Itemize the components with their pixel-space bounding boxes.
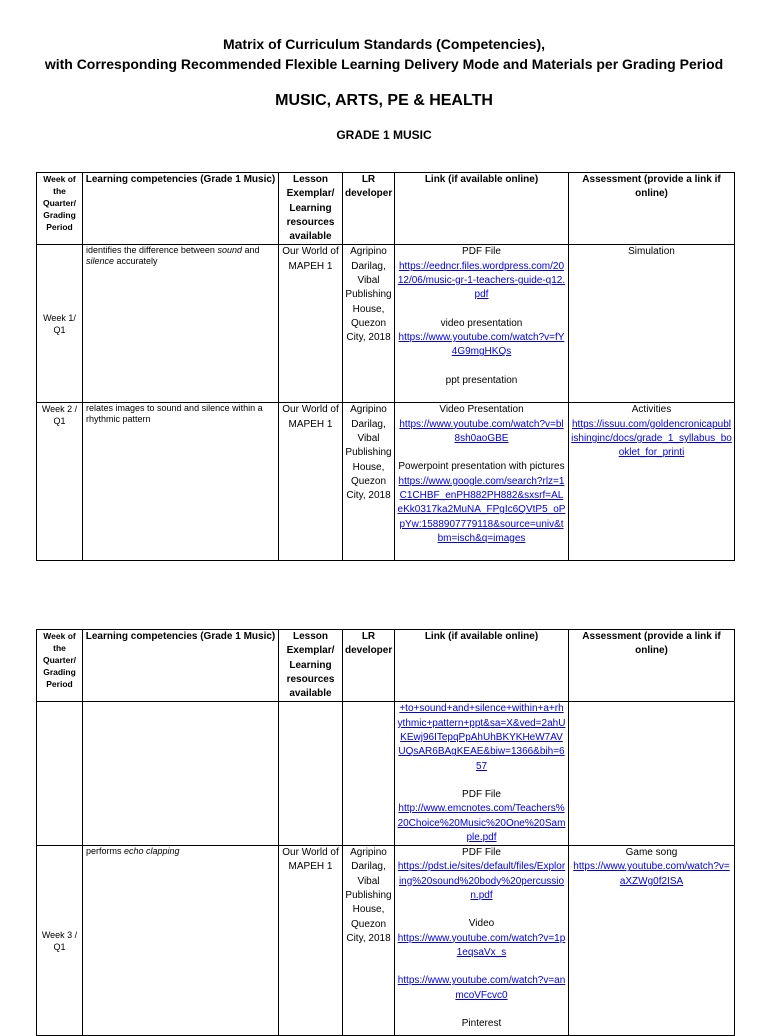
table-row [37, 846, 735, 1036]
assessment-cell: Simulation [569, 245, 735, 403]
pdf-link[interactable]: http://www.emcnotes.com/Teachers%20Choice%20Music%20One%20Sample.pdf [397, 803, 566, 843]
subject-title: MUSIC, ARTS, PE & HEALTH [275, 92, 493, 109]
assessment-cell [569, 846, 735, 1036]
link-label: ppt presentation [445, 374, 518, 386]
week-cell: Week 1/ Q1 [37, 245, 83, 403]
link-cell [395, 702, 569, 846]
link-label: Pinterest [461, 1017, 502, 1029]
doc-title-line2: with Corresponding Recommended Flexible Learning Delivery Mode and Materials per Grading Period [44, 56, 724, 72]
assessment-link[interactable]: https://www.youtube.com/watch?v=aXZWg0f2ISA [573, 861, 730, 887]
competency-cell: relates images to sound and silence within a rhythmic pattern [83, 403, 279, 561]
table-header-row [37, 173, 735, 245]
video-link[interactable]: https://www.youtube.com/watch?v=fY4G9mgHKQs [398, 331, 565, 358]
exemplar-cell: Our World of MAPEH 1 [279, 403, 343, 561]
competency-emphasis: sound [217, 245, 242, 256]
table-header-row [37, 630, 735, 702]
competency-cell [83, 846, 279, 1036]
link-label: video presentation [440, 317, 523, 329]
week-cell: Week 2 / Q1 [37, 403, 83, 561]
grade-title: GRADE 1 MUSIC [336, 128, 432, 142]
exemplar-cell [279, 702, 343, 846]
competency-emphasis: silence [86, 256, 115, 267]
competency-text: accurately [114, 256, 158, 267]
week-cell [37, 702, 83, 846]
link-label: PDF File [462, 788, 501, 800]
developer-cell: Agripino Darilag, Vibal Publishing House, Quezon City, 2018 [343, 403, 395, 561]
table-row [37, 245, 735, 403]
header-assessment: Assessment (provide a link if online) [569, 630, 735, 702]
image-search-link[interactable]: https://www.google.com/search?rlz=1C1CHBF_enPH882PH882&sxsrf=ALeKk0317ka2MuNA_FPgIc6QVtP5_oPpYw:1588907779118&source=univ&tbm=isch&q=images [397, 475, 566, 544]
assessment-cell [569, 403, 735, 561]
developer-cell [343, 702, 395, 846]
link-cell [395, 403, 569, 561]
curriculum-table-2 [36, 629, 735, 1036]
image-search-link[interactable]: +to+sound+and+silence+within+a+rhythmic+pattern+ppt&sa=X&ved=2ahUKEwj96ITepqPpAhUhBKYKHeW7AVUQsAR6BAgKEAE&biw=1366&bih=657 [397, 703, 566, 772]
developer-cell: Agripino Darilag, Vibal Publishing House, Quezon City, 2018 [343, 846, 395, 1036]
exemplar-cell: Our World of MAPEH 1 [279, 245, 343, 403]
competency-text: and [241, 245, 260, 256]
competency-cell [83, 245, 279, 403]
assessment-label: Game song [625, 847, 678, 859]
header-link: Link (if available online) [395, 630, 569, 702]
video-link[interactable]: https://www.youtube.com/watch?v=anmcoVFcvc0 [397, 975, 566, 1001]
header-lr-developer: LR developer [343, 173, 395, 245]
header-link: Link (if available online) [395, 173, 569, 245]
curriculum-table-1 [36, 172, 735, 561]
link-label: PDF File [462, 246, 501, 258]
link-label: Video Presentation [439, 404, 524, 416]
doc-title-line1: Matrix of Curriculum Standards (Competencies), [222, 36, 546, 52]
assessment-label: Activities [631, 404, 672, 416]
table-row [37, 403, 735, 561]
header-week: Week of the Quarter/ Grading Period [37, 630, 83, 702]
header-exemplar: Lesson Exemplar/ Learning resources available [279, 173, 343, 245]
pdf-link[interactable]: https://eedncr.files.wordpress.com/2012/06/music-gr-1-teachers-guide-q12.pdf [397, 260, 566, 301]
link-cell [395, 245, 569, 403]
developer-cell: Agripino Darilag, Vibal Publishing House, Quezon City, 2018 [343, 245, 395, 403]
link-label: Powerpoint presentation with pictures [398, 461, 565, 473]
video-link[interactable]: https://www.youtube.com/watch?v=bl8sh0aoGBE [399, 418, 564, 445]
exemplar-cell: Our World of MAPEH 1 [279, 846, 343, 1036]
competency-cell [83, 702, 279, 846]
header-week: Week of the Quarter/ Grading Period [37, 173, 83, 245]
week-cell: Week 3 / Q1 [37, 846, 83, 1036]
table-row [37, 702, 735, 846]
header-assessment: Assessment (provide a link if online) [569, 173, 735, 245]
header-competencies: Learning competencies (Grade 1 Music) [83, 173, 279, 245]
competency-text: identifies the difference between [86, 245, 218, 256]
competency-emphasis: echo clapping [124, 846, 180, 857]
pdf-link[interactable]: https://pdst.ie/sites/default/files/Exploring%20sound%20body%20percussion.pdf [397, 861, 566, 902]
competency-text: performs [86, 846, 125, 857]
header-competencies: Learning competencies (Grade 1 Music) [83, 630, 279, 702]
assessment-cell [569, 702, 735, 846]
link-label: Video [468, 918, 495, 930]
assessment-link[interactable]: https://issuu.com/goldencronicapublishinginc/docs/grade_1_syllabus_booklet_for_printi [571, 418, 732, 459]
header-lr-developer: LR developer [343, 630, 395, 702]
video-link[interactable]: https://www.youtube.com/watch?v=1p1eqsaVx_s [397, 932, 566, 958]
link-label: PDF File [462, 847, 501, 859]
header-exemplar: Lesson Exemplar/ Learning resources available [279, 630, 343, 702]
link-cell [395, 846, 569, 1036]
